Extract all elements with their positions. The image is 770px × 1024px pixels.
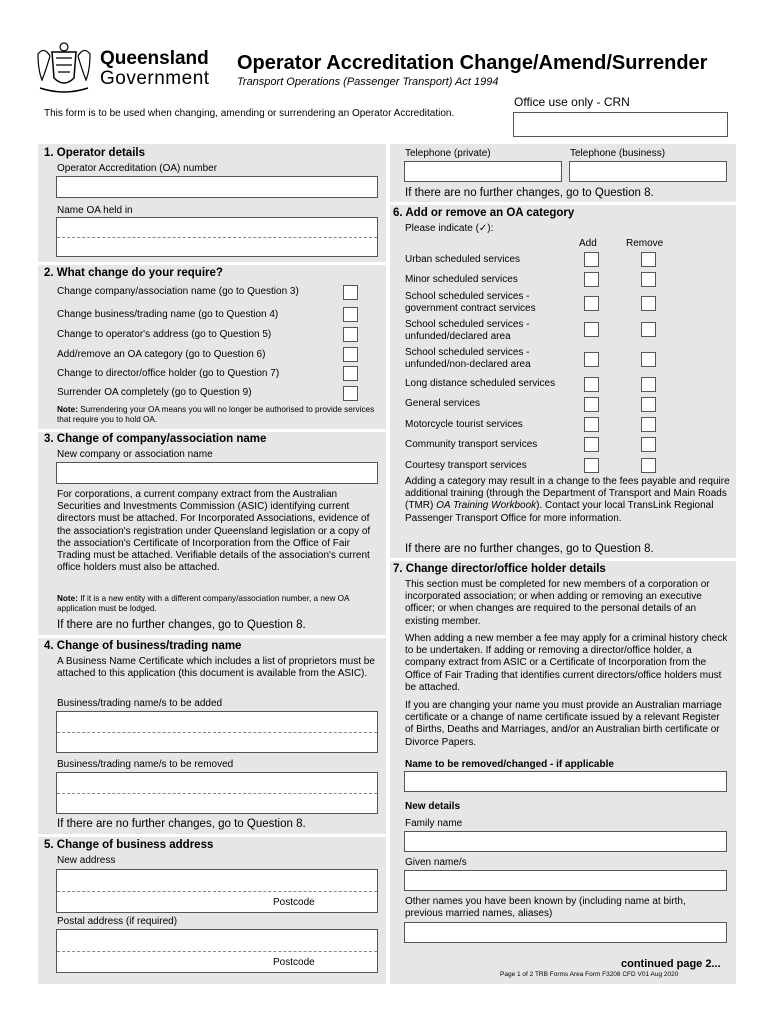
remove-checkbox[interactable] — [641, 296, 656, 311]
remove-checkbox[interactable] — [641, 458, 656, 473]
indicate-label: Please indicate (✓): — [405, 223, 494, 234]
add-checkbox[interactable] — [584, 296, 599, 311]
change-business-checkbox[interactable] — [343, 307, 358, 322]
given-names-label: Given name/s — [405, 857, 467, 868]
change-director-checkbox[interactable] — [343, 366, 358, 381]
brand-name: Queensland — [100, 48, 209, 69]
new-address-label: New address — [57, 855, 116, 866]
section-3-goto: If there are no further changes, go to Question 8. — [57, 619, 306, 631]
new-address-input[interactable] — [56, 869, 378, 913]
postcode-label: Postcode — [273, 957, 315, 968]
name-held-input[interactable] — [56, 217, 378, 257]
postal-address-label: Postal address (if required) — [57, 916, 178, 927]
business-added-label: Business/trading name/s to be added — [57, 698, 223, 709]
change-address-checkbox[interactable] — [343, 327, 358, 342]
add-checkbox[interactable] — [584, 322, 599, 337]
category-label: Courtesy transport services — [405, 460, 527, 471]
oa-number-label: Operator Accreditation (OA) number — [57, 163, 218, 174]
change-option-label: Add/remove an OA category (go to Question 6) — [57, 349, 266, 360]
section-5-heading: 5. Change of business address — [44, 839, 214, 851]
section-3-body: For corporations, a current company extract from the Australian Securities and Investments Commission (ASIC) identifying current directors must be attached. For Incorporated Associations, evidence of the association's registration under Queensland legislation or a copy of the association's Certificate of Incorporation from the Office of Fair Trading must be attached. Verifiable details of the association's current office holders must also be attached. — [57, 489, 371, 574]
given-names-input[interactable] — [404, 870, 727, 891]
change-option-label: Change company/association name (go to Question 3) — [57, 286, 299, 297]
new-company-input[interactable] — [56, 462, 378, 484]
category-label: Community transport services — [405, 439, 538, 450]
telephone-private-input[interactable] — [404, 161, 562, 182]
section-7-heading: 7. Change director/office holder details — [393, 563, 606, 575]
family-name-label: Family name — [405, 818, 463, 829]
remove-checkbox[interactable] — [641, 417, 656, 432]
remove-checkbox[interactable] — [641, 397, 656, 412]
other-names-input[interactable] — [404, 922, 727, 943]
name-held-label: Name OA held in — [57, 205, 133, 216]
add-checkbox[interactable] — [584, 437, 599, 452]
section-7-para-3: If you are changing your name you must provide an Australian marriage certificate or a change of name certificate issued by a relevant Register of Births, Deaths and Marriages, and/or an Australian birth certificate or Divorce Papers. — [405, 700, 722, 748]
other-names-label: Other names you have been known by (including name at birth, previous married names, aliases) — [405, 896, 686, 920]
business-removed-input[interactable] — [56, 772, 378, 814]
add-column-label: Add — [579, 238, 597, 249]
section-2-note: Note: Surrendering your OA means you will no longer be authorised to provide services that require you to hold OA. — [57, 405, 375, 424]
telephone-business-input[interactable] — [569, 161, 727, 182]
change-option-label: Change to director/office holder (go to Question 7) — [57, 368, 280, 379]
section-6-goto: If there are no further changes, go to Question 8. — [405, 543, 654, 555]
name-removed-input[interactable] — [404, 771, 727, 792]
queensland-crest-logo — [34, 40, 94, 95]
change-company-checkbox[interactable] — [343, 285, 358, 300]
office-use-label: Office use only - CRN — [514, 95, 630, 109]
section-4-body: A Business Name Certificate which includes a list of proprietors must be attached to this application (this document is available from the ASIC). — [57, 656, 375, 680]
category-label: Minor scheduled services — [405, 274, 518, 285]
telephone-goto: If there are no further changes, go to Question 8. — [405, 187, 654, 199]
category-label: School scheduled services - government contract services — [405, 291, 536, 315]
change-option-label: Change to operator's address (go to Question 5) — [57, 329, 272, 340]
crn-input[interactable] — [513, 112, 728, 137]
section-7-para-1: This section must be completed for new members of a corporation or incorporated association; or when adding or removing an executive officer; or when changes are required to the personal details of an existing member. — [405, 579, 710, 627]
brand-subtitle: Government — [100, 68, 210, 89]
section-3-note: Note: If it is a new entity with a different company/association number, a new OA application must be lodged. — [57, 594, 350, 613]
family-name-input[interactable] — [404, 831, 727, 852]
business-added-input[interactable] — [56, 711, 378, 753]
add-checkbox[interactable] — [584, 458, 599, 473]
new-company-label: New company or association name — [57, 449, 213, 460]
add-checkbox[interactable] — [584, 352, 599, 367]
remove-checkbox[interactable] — [641, 352, 656, 367]
intro-text: This form is to be used when changing, amending or surrendering an Operator Accreditation. — [44, 108, 455, 119]
section-1-heading: 1. Operator details — [44, 147, 145, 159]
name-removed-label: Name to be removed/changed - if applicable — [405, 759, 614, 770]
telephone-business-label: Telephone (business) — [570, 148, 666, 159]
add-checkbox[interactable] — [584, 252, 599, 267]
add-checkbox[interactable] — [584, 272, 599, 287]
remove-checkbox[interactable] — [641, 322, 656, 337]
remove-checkbox[interactable] — [641, 377, 656, 392]
postal-address-input[interactable] — [56, 929, 378, 973]
category-label: School scheduled services - unfunded/declared area — [405, 319, 530, 343]
remove-checkbox[interactable] — [641, 252, 656, 267]
surrender-checkbox[interactable] — [343, 386, 358, 401]
business-removed-label: Business/trading name/s to be removed — [57, 759, 234, 770]
category-label: School scheduled services - unfunded/non-declared area — [405, 347, 531, 371]
add-checkbox[interactable] — [584, 417, 599, 432]
oa-number-input[interactable] — [56, 176, 378, 198]
category-label: Motorcycle tourist services — [405, 419, 523, 430]
postcode-label: Postcode — [273, 897, 315, 908]
form-meta: Page 1 of 2 TRB Forms Area Form F3208 CFD V01 Aug 2020 — [500, 971, 679, 978]
section-6-body: Adding a category may result in a change to the fees payable and require additional training (through the Department of Transport and Main Roads (TMR) OA Training Workbook). Contact your local TransLink Regional Passenger Transport Office for more information. — [405, 476, 730, 524]
category-label: Urban scheduled services — [405, 254, 521, 265]
change-category-checkbox[interactable] — [343, 347, 358, 362]
remove-checkbox[interactable] — [641, 437, 656, 452]
change-option-label: Surrender OA completely (go to Question 9) — [57, 387, 252, 398]
section-3-heading: 3. Change of company/association name — [44, 433, 267, 445]
section-2-heading: 2. What change do your require? — [44, 267, 223, 279]
continued-label: continued page 2... — [621, 958, 721, 970]
section-4-heading: 4. Change of business/trading name — [44, 640, 242, 652]
section-6-heading: 6. Add or remove an OA category — [393, 207, 575, 219]
page-subtitle: Transport Operations (Passenger Transport) Act 1994 — [237, 76, 499, 88]
section-4-goto: If there are no further changes, go to Question 8. — [57, 818, 306, 830]
remove-column-label: Remove — [626, 238, 664, 249]
add-checkbox[interactable] — [584, 377, 599, 392]
section-7-para-2: When adding a new member a fee may apply for a criminal history check to be undertaken. If adding or removing a director/office holder, a company extract from ASIC or a Certificate of Incorporation from the Office of Fair Trading that identifies current directors/office holders must be attached. — [405, 633, 728, 693]
category-label: Long distance scheduled services — [405, 378, 556, 389]
telephone-private-label: Telephone (private) — [405, 148, 491, 159]
change-option-label: Change business/trading name (go to Question 4) — [57, 309, 279, 320]
page-title: Operator Accreditation Change/Amend/Surrender — [237, 52, 708, 74]
category-label: General services — [405, 398, 481, 409]
remove-checkbox[interactable] — [641, 272, 656, 287]
add-checkbox[interactable] — [584, 397, 599, 412]
new-details-heading: New details — [405, 801, 461, 812]
